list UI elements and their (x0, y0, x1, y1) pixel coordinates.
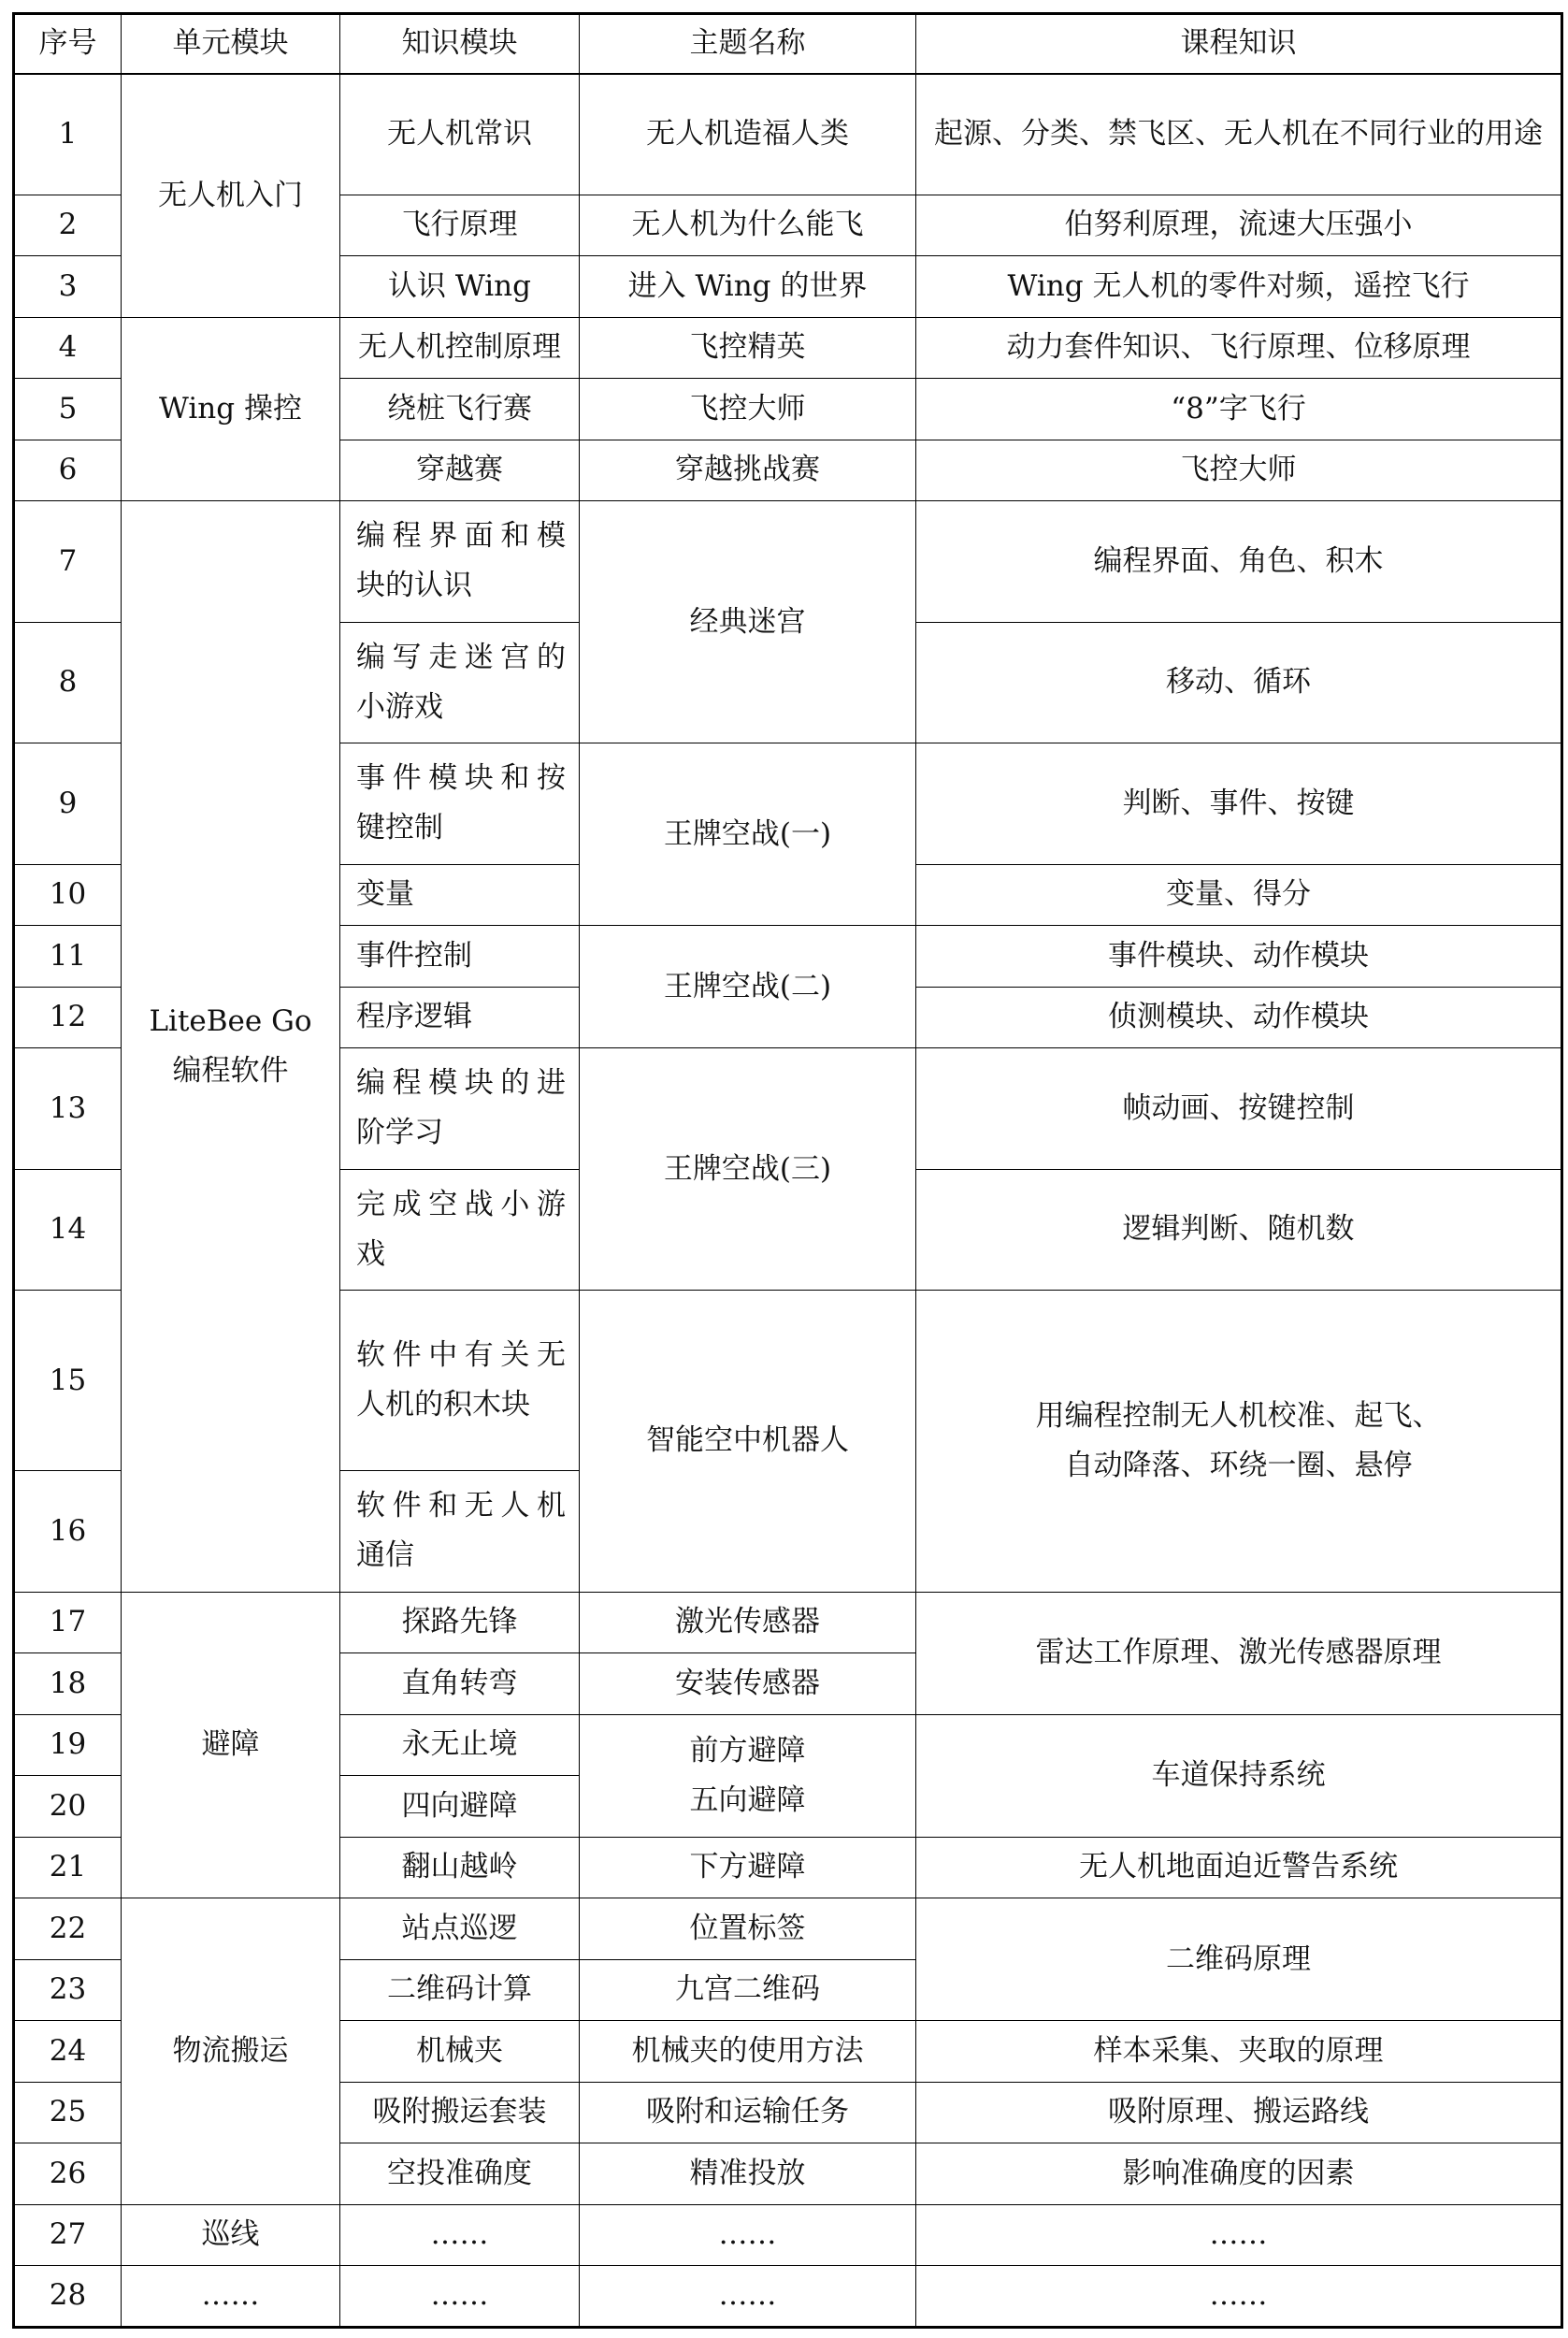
cell-unit: 物流搬运 (122, 1898, 340, 2205)
header-knowledge: 知识模块 (340, 14, 580, 74)
cell-course: 车道保持系统 (916, 1714, 1562, 1837)
cell-knowledge: …… (340, 2266, 580, 2328)
cell-line: 戏 (356, 1236, 385, 1271)
cell-knowledge: 吸附搬运套装 (340, 2082, 580, 2143)
cell-line: LiteBee Go (149, 1003, 312, 1038)
cell-theme: …… (580, 2266, 916, 2328)
table-header (14, 14, 1562, 74)
cell-no: 23 (14, 1959, 122, 2021)
cell-no: 13 (14, 1048, 122, 1170)
cell-knowledge: 四向避障 (340, 1776, 580, 1838)
cell-no: 21 (14, 1837, 122, 1898)
cell-no: 3 (14, 256, 122, 318)
cell-course: “8”字飞行 (916, 379, 1562, 440)
cell-course: Wing 无人机的零件对频，遥控飞行 (916, 256, 1562, 318)
cell-line: 键控制 (356, 811, 443, 845)
cell-line: 软件和无人机 (356, 1489, 566, 1523)
cell-knowledge: 无人机控制原理 (340, 317, 580, 379)
cell-theme: 无人机造福人类 (580, 74, 916, 195)
cell-theme: …… (580, 2204, 916, 2266)
cell-theme: 王牌空战(二) (580, 926, 916, 1048)
header-course: 课程知识 (916, 14, 1562, 74)
cell-no: 5 (14, 379, 122, 440)
cell-no: 4 (14, 317, 122, 379)
cell-knowledge (340, 1169, 580, 1291)
cell-theme: 王牌空战(三) (580, 1048, 916, 1291)
cell-knowledge: 程序逻辑 (340, 987, 580, 1048)
cell-line: 编程界面和模 (356, 519, 566, 554)
cell-unit (122, 501, 340, 1593)
cell-theme: 位置标签 (580, 1898, 916, 1960)
table-row (14, 74, 1562, 195)
cell-course: 变量、得分 (916, 864, 1562, 926)
cell-course: 逻辑判断、随机数 (916, 1169, 1562, 1291)
cell-line: 人机的积木块 (356, 1388, 530, 1422)
header-no: 序号 (14, 14, 122, 74)
cell-unit: …… (122, 2266, 340, 2328)
cell-unit: 巡线 (122, 2204, 340, 2266)
cell-course: 影响准确度的因素 (916, 2143, 1562, 2205)
cell-theme: 激光传感器 (580, 1592, 916, 1653)
cell-course: …… (916, 2204, 1562, 2266)
cell-course: 吸附原理、搬运路线 (916, 2082, 1562, 2143)
table-header-row (14, 14, 1562, 74)
cell-course: 编程界面、角色、积木 (916, 501, 1562, 623)
cell-no: 19 (14, 1714, 122, 1776)
cell-course: 事件模块、动作模块 (916, 926, 1562, 988)
cell-no: 28 (14, 2266, 122, 2328)
cell-theme: 王牌空战(一) (580, 743, 916, 926)
cell-knowledge: 飞行原理 (340, 195, 580, 256)
cell-theme: 飞控大师 (580, 379, 916, 440)
table-row (14, 2266, 1562, 2328)
cell-knowledge: 探路先锋 (340, 1592, 580, 1653)
cell-knowledge: …… (340, 2204, 580, 2266)
cell-theme: 九宫二维码 (580, 1959, 916, 2021)
cell-knowledge (340, 1471, 580, 1593)
cell-knowledge (340, 501, 580, 623)
table-row (14, 1898, 1562, 1960)
cell-line: 五向避障 (689, 1782, 806, 1817)
cell-no: 10 (14, 864, 122, 926)
cell-knowledge: 穿越赛 (340, 440, 580, 501)
cell-knowledge: 空投准确度 (340, 2143, 580, 2205)
header-theme: 主题名称 (580, 14, 916, 74)
cell-line: 软件中有关无 (356, 1338, 566, 1372)
cell-course: 移动、循环 (916, 622, 1562, 743)
cell-knowledge: 变量 (340, 864, 580, 926)
cell-knowledge (340, 1048, 580, 1170)
cell-no: 2 (14, 195, 122, 256)
cell-no: 20 (14, 1776, 122, 1838)
cell-no: 11 (14, 926, 122, 988)
cell-no: 24 (14, 2021, 122, 2083)
cell-course: 判断、事件、按键 (916, 743, 1562, 865)
cell-knowledge: 翻山越岭 (340, 1837, 580, 1898)
cell-theme: 无人机为什么能飞 (580, 195, 916, 256)
cell-course: 起源、分类、禁飞区、无人机在不同行业的用途 (916, 74, 1562, 195)
cell-unit: Wing 操控 (122, 317, 340, 501)
cell-knowledge: 绕桩飞行赛 (340, 379, 580, 440)
cell-unit: 避障 (122, 1592, 340, 1898)
cell-theme: 智能空中机器人 (580, 1291, 916, 1593)
cell-theme (580, 1714, 916, 1837)
cell-course: 帧动画、按键控制 (916, 1048, 1562, 1170)
cell-line: 用编程控制无人机校准、起飞、 (1035, 1398, 1442, 1433)
cell-line: 阶学习 (356, 1116, 443, 1150)
cell-course: 飞控大师 (916, 440, 1562, 501)
cell-line: 编程模块的进 (356, 1066, 566, 1101)
cell-theme: 精准投放 (580, 2143, 916, 2205)
cell-line: 通信 (356, 1538, 414, 1573)
cell-no: 25 (14, 2082, 122, 2143)
cell-knowledge: 永无止境 (340, 1714, 580, 1776)
cell-course: 侦测模块、动作模块 (916, 987, 1562, 1048)
cell-course: 伯努利原理，流速大压强小 (916, 195, 1562, 256)
cell-course: 样本采集、夹取的原理 (916, 2021, 1562, 2083)
course-table (12, 12, 1563, 2329)
cell-knowledge (340, 743, 580, 865)
table-row (14, 501, 1562, 623)
cell-no: 6 (14, 440, 122, 501)
cell-no: 14 (14, 1169, 122, 1291)
cell-course: 二维码原理 (916, 1898, 1562, 2021)
cell-knowledge: 机械夹 (340, 2021, 580, 2083)
cell-line: 编程软件 (172, 1053, 289, 1088)
cell-knowledge: 认识 Wing (340, 256, 580, 318)
cell-knowledge: 直角转弯 (340, 1653, 580, 1715)
cell-theme: 进入 Wing 的世界 (580, 256, 916, 318)
cell-course: 雷达工作原理、激光传感器原理 (916, 1592, 1562, 1714)
cell-no: 26 (14, 2143, 122, 2205)
cell-course: 动力套件知识、飞行原理、位移原理 (916, 317, 1562, 379)
cell-course (916, 1291, 1562, 1593)
cell-course: …… (916, 2266, 1562, 2328)
cell-no: 1 (14, 74, 122, 195)
cell-knowledge (340, 622, 580, 743)
table-row (14, 2204, 1562, 2266)
cell-theme: 吸附和运输任务 (580, 2082, 916, 2143)
table-row (14, 317, 1562, 379)
cell-knowledge: 无人机常识 (340, 74, 580, 195)
cell-theme: 下方避障 (580, 1837, 916, 1898)
cell-line: 小游戏 (356, 689, 443, 724)
header-unit: 单元模块 (122, 14, 340, 74)
cell-no: 12 (14, 987, 122, 1048)
cell-line: 前方避障 (689, 1733, 806, 1768)
cell-theme: 机械夹的使用方法 (580, 2021, 916, 2083)
cell-no: 8 (14, 622, 122, 743)
cell-knowledge: 站点巡逻 (340, 1898, 580, 1960)
cell-line: 编写走迷宫的 (356, 640, 566, 674)
cell-no: 15 (14, 1291, 122, 1471)
cell-line: 完成空战小游 (356, 1187, 566, 1221)
cell-line: 事件模块和按 (356, 761, 566, 796)
cell-no: 27 (14, 2204, 122, 2266)
cell-theme: 安装传感器 (580, 1653, 916, 1715)
cell-theme: 穿越挑战赛 (580, 440, 916, 501)
cell-no: 7 (14, 501, 122, 623)
table-row (14, 1592, 1562, 1653)
cell-no: 22 (14, 1898, 122, 1960)
cell-no: 16 (14, 1471, 122, 1593)
cell-knowledge: 事件控制 (340, 926, 580, 988)
cell-course: 无人机地面迫近警告系统 (916, 1837, 1562, 1898)
cell-no: 9 (14, 743, 122, 865)
cell-theme: 经典迷宫 (580, 501, 916, 743)
cell-theme: 飞控精英 (580, 317, 916, 379)
cell-knowledge (340, 1291, 580, 1471)
table-body (14, 74, 1562, 2328)
cell-no: 18 (14, 1653, 122, 1715)
cell-line: 自动降落、环绕一圈、悬停 (1064, 1448, 1413, 1482)
cell-knowledge: 二维码计算 (340, 1959, 580, 2021)
cell-unit: 无人机入门 (122, 74, 340, 318)
cell-line: 块的认识 (356, 569, 472, 603)
cell-no: 17 (14, 1592, 122, 1653)
